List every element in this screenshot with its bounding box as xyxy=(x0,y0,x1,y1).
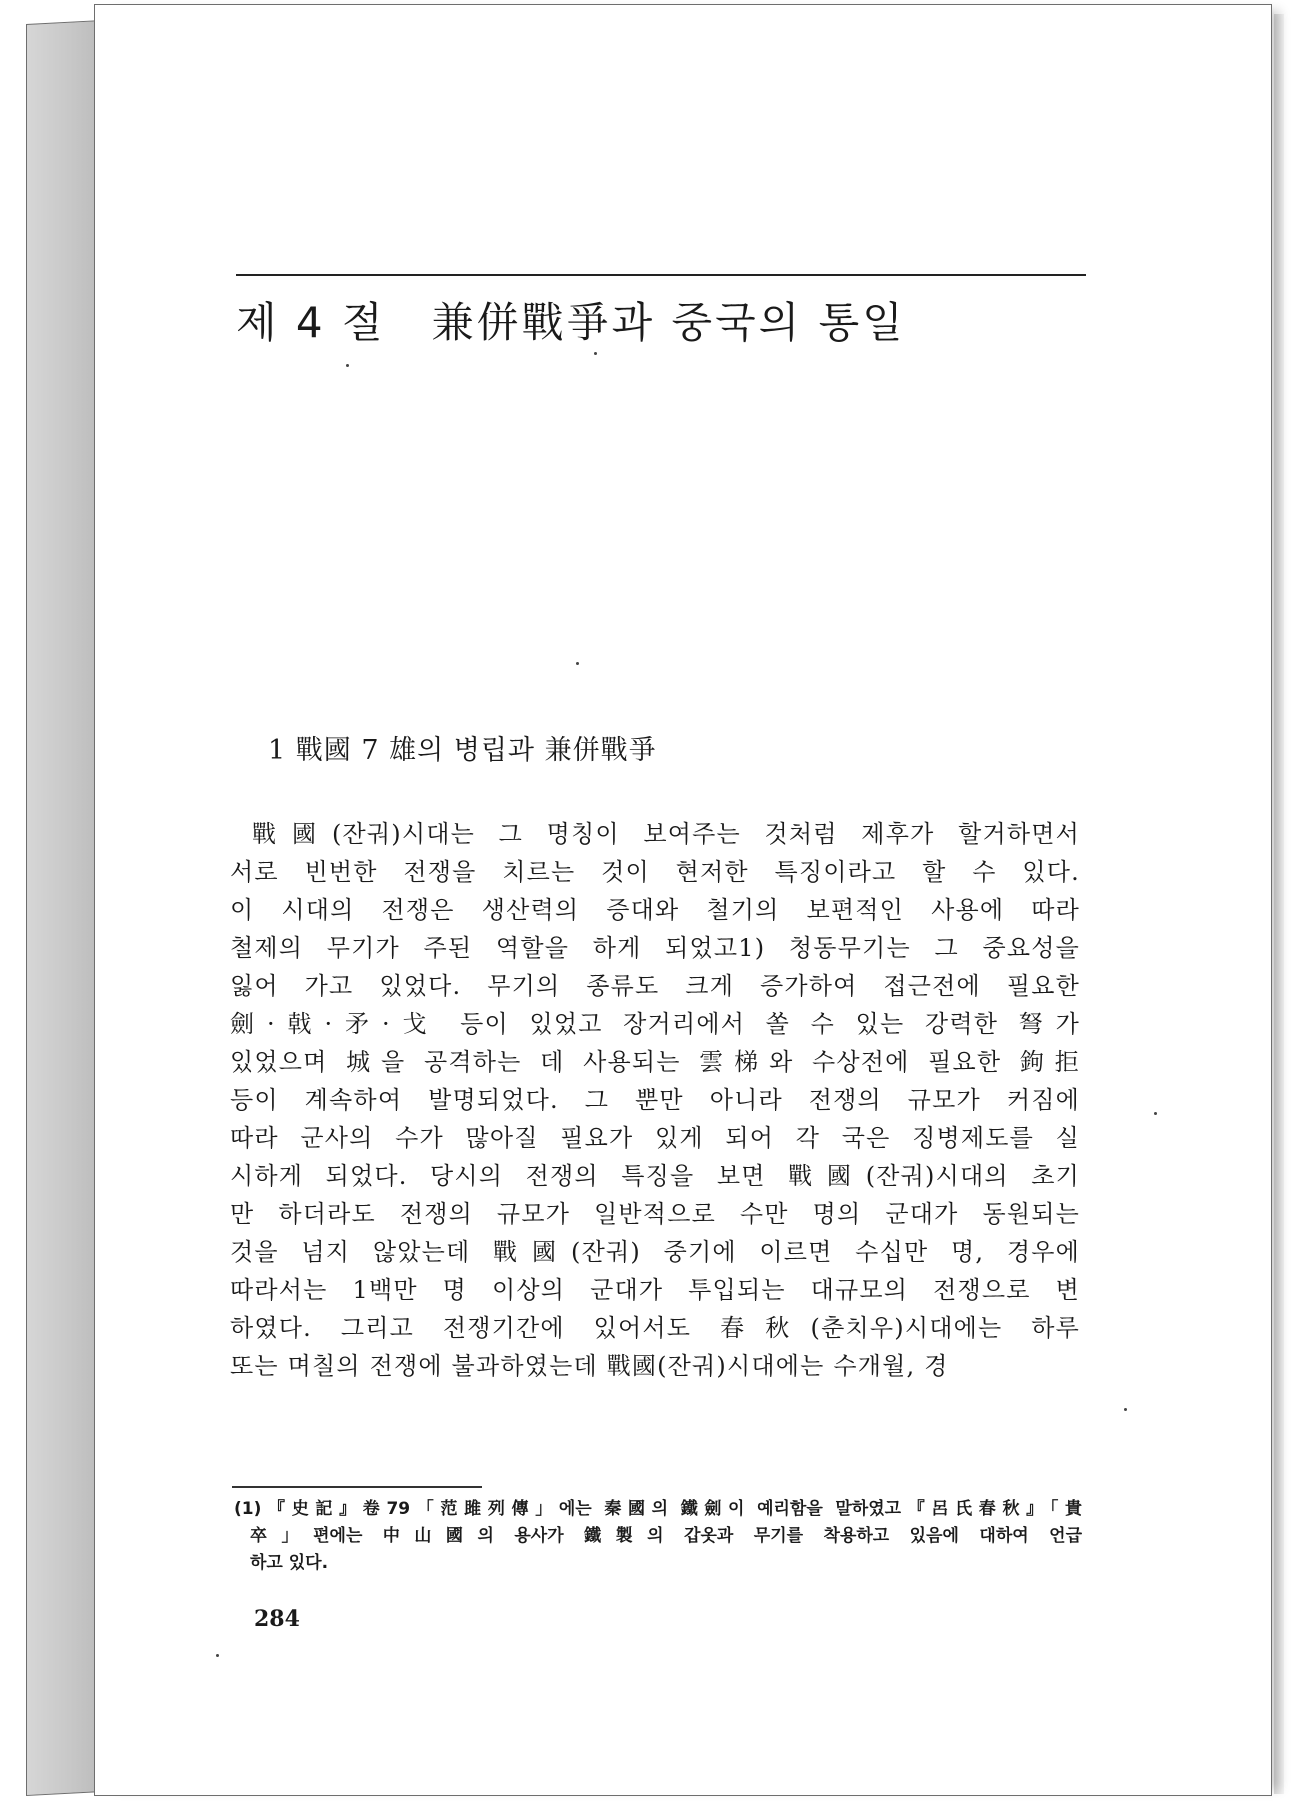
body-line: 하였다. 그리고 전쟁기간에 있어서도 春秋(춘치우)시대에는 하루 xyxy=(230,1314,1080,1342)
footnote-line: 하고 있다. xyxy=(250,1553,329,1573)
scan-speck xyxy=(594,352,597,355)
chapter-number: 제 4 절 xyxy=(236,298,386,347)
scan-speck xyxy=(1124,1408,1127,1411)
book-spine xyxy=(26,20,98,1796)
body-line: 만 하더라도 전쟁의 규모가 일반적으로 수만 명의 군대가 동원되는 xyxy=(230,1200,1080,1228)
chapter-heading xyxy=(236,290,1086,350)
page-number: 284 xyxy=(254,1606,300,1632)
page-edge xyxy=(1274,14,1284,1794)
body-line: 잃어 가고 있었다. 무기의 종류도 크게 증가하여 접근전에 필요한 xyxy=(230,972,1080,1000)
body-line: 시하게 되었다. 당시의 전쟁의 특징을 보면 戰國(잔궈)시대의 초기 xyxy=(230,1162,1080,1190)
scan-speck xyxy=(1154,1112,1157,1115)
footnote-rule xyxy=(232,1486,482,1488)
footnote-line: (1)『史記』卷79「范雎列傳」에는 秦國의 鐵劍이 예리함을 말하였고『呂氏春秋』「貴 xyxy=(234,1499,1082,1519)
body-line: 것을 넘지 않았는데 戰國(잔궈) 중기에 이르면 수십만 명, 경우에 xyxy=(230,1238,1080,1266)
footnote-line: 卒」편에는 中山國의 용사가 鐵製의 갑옷과 무기를 착용하고 있음에 대하여 언급 xyxy=(250,1526,1082,1546)
footnote xyxy=(234,1496,1082,1577)
body-line: 따라서는 1백만 명 이상의 군대가 투입되는 대규모의 전쟁으로 변 xyxy=(230,1276,1080,1304)
body-line: 등이 계속하여 발명되었다. 그 뿐만 아니라 전쟁의 규모가 커짐에 xyxy=(230,1086,1080,1114)
scan-speck xyxy=(576,662,579,665)
chapter-title: 兼併戰爭과 중국의 통일 xyxy=(431,298,906,347)
body-line: 또는 며칠의 전쟁에 불과하였는데 戰國(잔궈)시대에는 수개월, 경 xyxy=(230,1352,949,1380)
body-paragraph xyxy=(230,815,1080,1385)
body-line: 戰國(잔궈)시대는 그 명칭이 보여주는 것처럼 제후가 할거하면서 xyxy=(252,820,1080,848)
body-line: 劍·戟·矛·戈 등이 있었고 장거리에서 쏠 수 있는 강력한 弩가 xyxy=(230,1010,1080,1038)
body-line: 이 시대의 전쟁은 생산력의 증대와 철기의 보편적인 사용에 따라 xyxy=(230,896,1080,924)
scan-speck xyxy=(346,364,349,367)
body-line: 철제의 무기가 주된 역할을 하게 되었고1) 청동무기는 그 중요성을 xyxy=(230,934,1080,962)
body-line: 서로 빈번한 전쟁을 치르는 것이 현저한 특징이라고 할 수 있다. xyxy=(230,858,1080,886)
scan-speck xyxy=(216,1654,219,1657)
chapter-rule xyxy=(236,274,1086,276)
body-line: 따라 군사의 수가 많아질 필요가 있게 되어 각 국은 징병제도를 실 xyxy=(230,1124,1080,1152)
section-title: 1 戰國 7 雄의 병립과 兼併戰爭 xyxy=(268,735,657,766)
body-line: 있었으며 城을 공격하는 데 사용되는 雲梯와 수상전에 필요한 鉤拒 xyxy=(230,1048,1080,1076)
